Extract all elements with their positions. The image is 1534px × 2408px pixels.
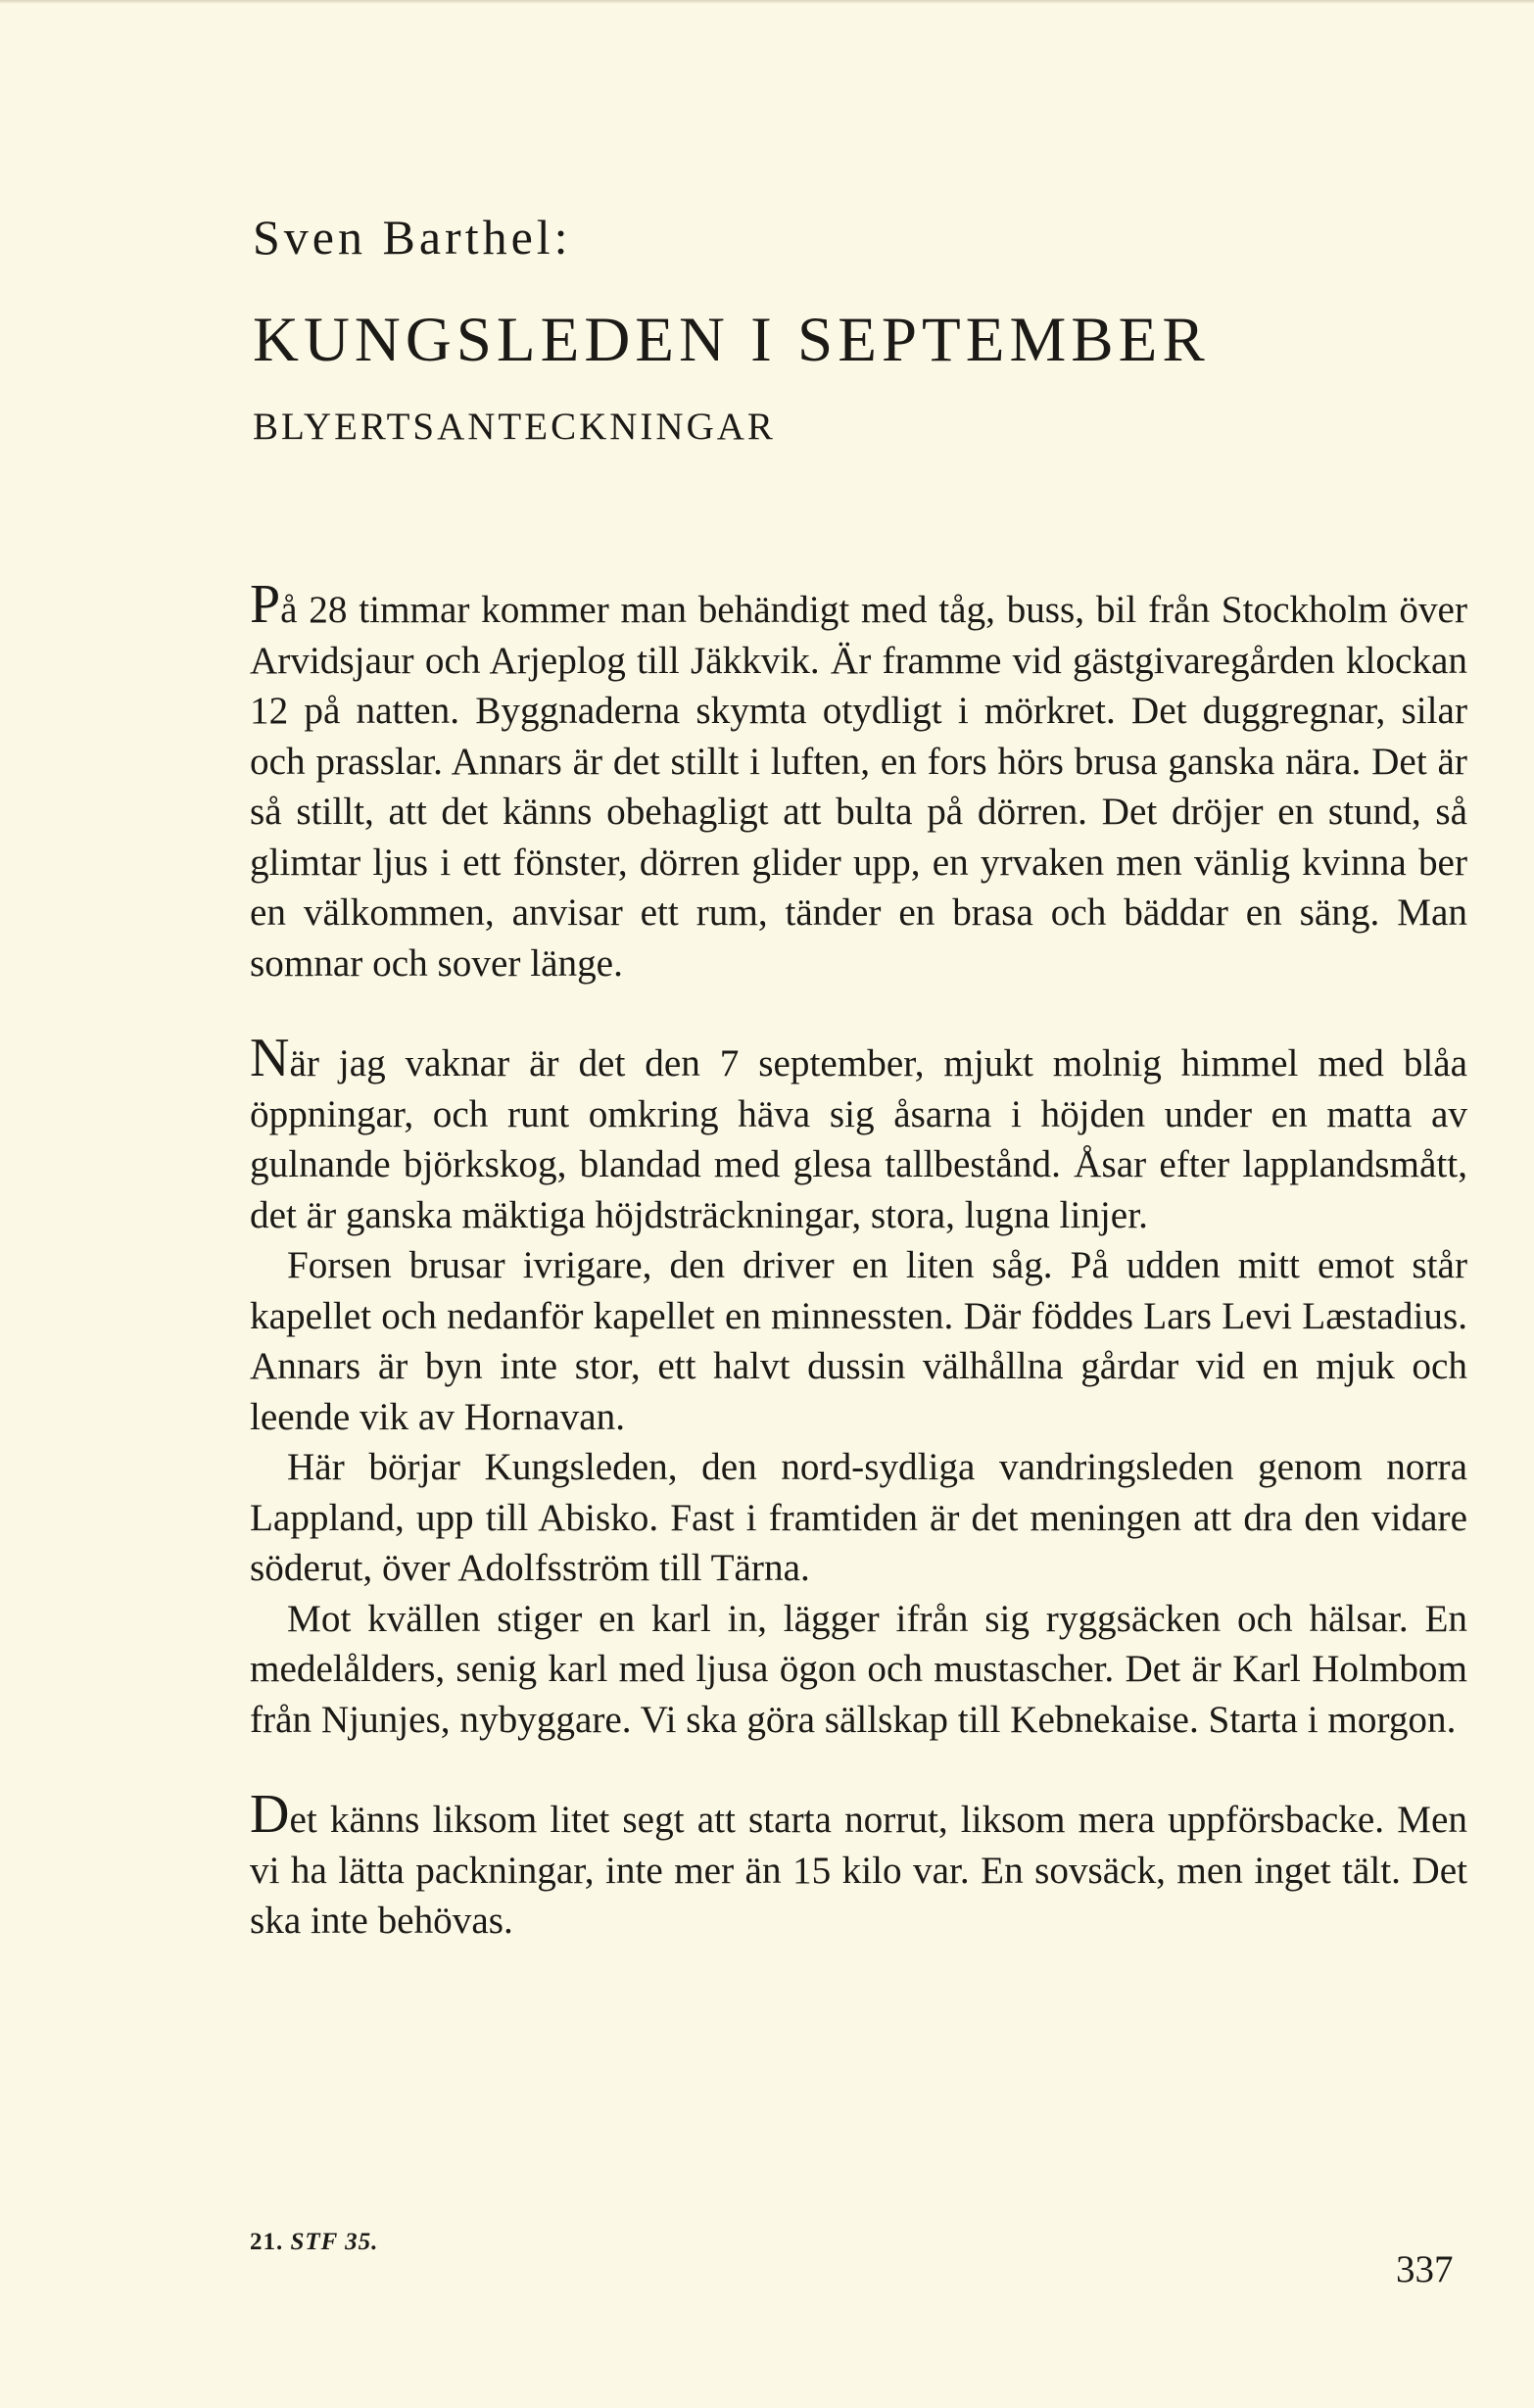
paragraph-1: [250, 574, 1467, 988]
signature-number: 21.: [250, 2229, 284, 2255]
page-number: 337: [1396, 2248, 1454, 2290]
paragraph-3: [250, 1240, 1467, 1442]
paragraph-initial: P: [250, 574, 281, 635]
paragraph-text: Mot kvällen stiger en karl in, lägger ifrån sig ryggsäcken och hälsar. En medelålders, senig karl med ljusa ögon och mustascher. Det är Karl Holmbom från Njunjes, nybyggare. Vi ska göra sällskap till Kebnekaise. Starta i morgon.: [250, 1597, 1467, 1741]
paragraph-6: [250, 1784, 1467, 1947]
author-line: Sven Barthel:: [253, 210, 572, 265]
paragraph-5: [250, 1594, 1467, 1746]
paragraph-text: Här börjar Kungsleden, den nord-sydliga vandringsleden genom norra Lappland, upp till Abisko. Fast i framtiden är det meningen att dra den vidare söderut, över Adolfsström till Tärna.: [250, 1446, 1467, 1589]
paragraph-text: et känns liksom litet segt att starta norrut, liksom mera uppförsbacke. Men vi ha lätta packningar, inte mer än 15 kilo var. En sovsäck, men inget tält. Det ska inte behövas.: [250, 1799, 1467, 1942]
article-subtitle: BLYERTSANTECKNINGAR: [253, 406, 776, 448]
page-top-edge: [0, 0, 1534, 4]
paragraph-text: är jag vaknar är det den 7 september, mjukt molnig himmel med blåa öppningar, och runt omkring häva sig åsarna i höjden under en matta av gulnande björkskog, blandad med glesa tallbestånd. Åsar efter lapplandsmått, det är ganska mäktiga höjdsträckningar, stora, lugna linjer.: [250, 1042, 1467, 1236]
paragraph-4: [250, 1442, 1467, 1594]
paragraph-initial: N: [250, 1028, 290, 1088]
printer-signature: [250, 2229, 378, 2256]
paragraph-initial: D: [250, 1784, 290, 1845]
paragraph-text: Forsen brusar ivrigare, den driver en liten såg. På udden mitt emot står kapellet och nedanför kapellet en minnessten. Där föddes Lars Levi Læstadius. Annars är byn inte stor, ett halvt dussin välhållna gårdar vid en mjuk och leende vik av Hornavan.: [250, 1244, 1467, 1438]
paragraph-text: å 28 timmar kommer man behändigt med tåg, buss, bil från Stockholm över Arvidsjaur och Arjeplog till Jäkkvik. Är framme vid gästgivaregården klockan 12 på natten. Byggnaderna skymta otydligt i mörkret. Det duggregnar, silar och prasslar. Annars är det stillt i luften, en fors hörs brusa ganska nära. Det är så stillt, att det känns obehagligt att bulta på dörren. Det dröjer en stund, så glimtar ljus i ett fönster, dörren glider upp, en yrvaken men vänlig kvinna ber en välkommen, anvisar ett rum, tänder en brasa och bäddar en säng. Man somnar och sover länge.: [250, 589, 1467, 985]
article-body: [250, 574, 1467, 1947]
article-title: KUNGSLEDEN I SEPTEMBER: [253, 305, 1210, 375]
paragraph-2: [250, 1028, 1467, 1240]
signature-text: STF 35.: [290, 2229, 379, 2255]
